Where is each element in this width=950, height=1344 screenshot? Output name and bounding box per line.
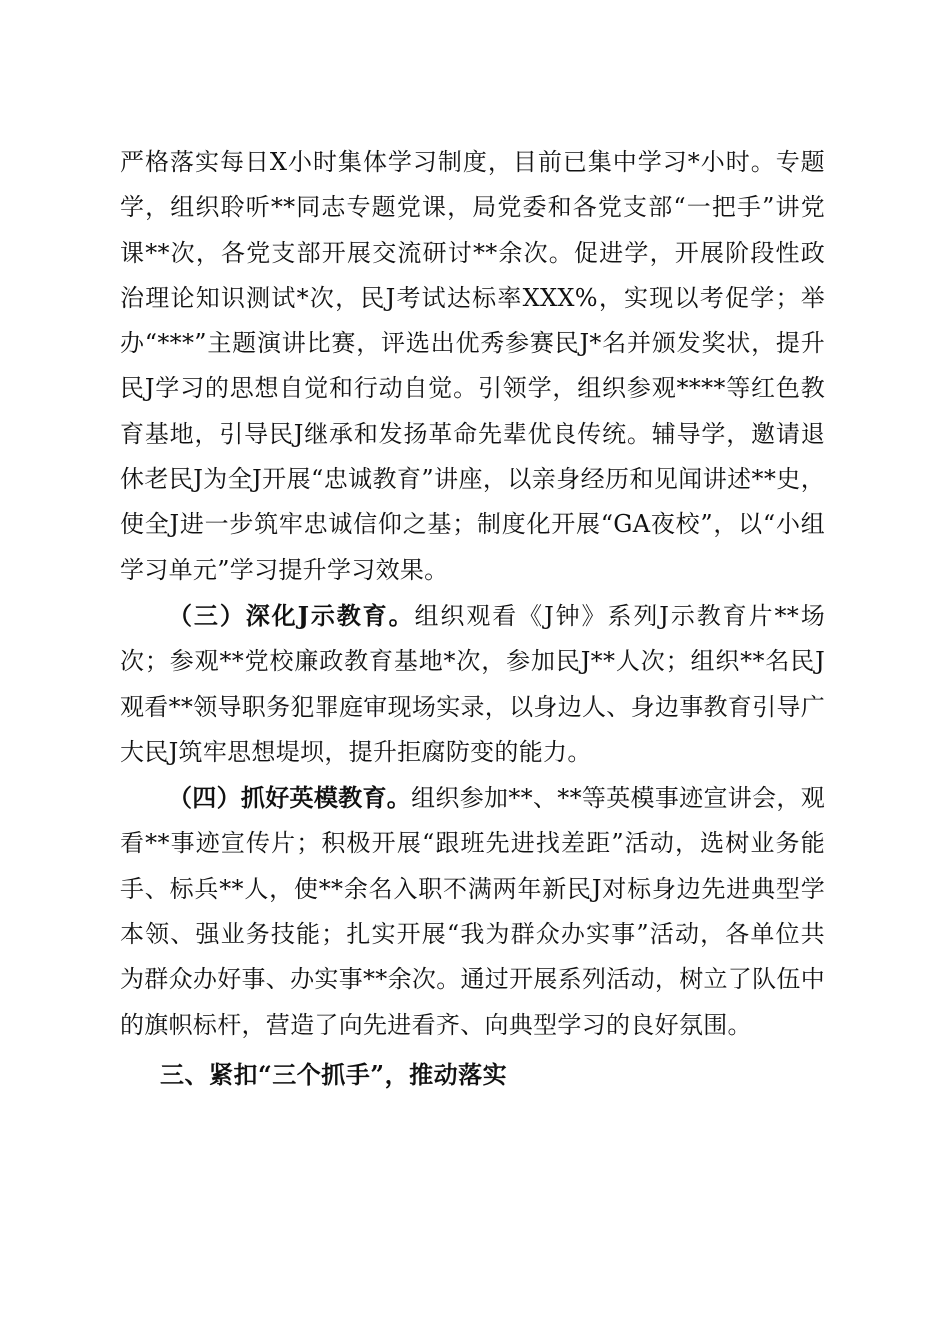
paragraph-hero-education	[120, 775, 825, 1048]
paragraph-warning-education	[120, 593, 825, 775]
paragraph-text: 严格落实每日X小时集体学习制度，目前已集中学习*小时。专题学，组织聆听**同志专题党课，局党委和各党支部“一把手”讲党课**次，各党支部开展交流研讨**余次。促进学，开展阶段性政治理论知识测试*次，民J考试达标率XXX%，实现以考促学；举办“***”主题演讲比赛，评选出优秀参赛民J*名并颁发奖状，提升民J学习的思想自觉和行动自觉。引领学，组织参观****等红色教育基地，引导民J继承和发扬革命先辈优良传统。辅导学，邀请退休老民J为全J开展“忠诚教育”讲座，以亲身经历和见闻讲述**史，使全J进一步筑牢忠诚信仰之基；制度化开展“GA夜校”，以“小组学习单元”学习提升学习效果。	[120, 148, 825, 584]
paragraph-text: 组织参加**、**等英模事迹宣讲会，观看**事迹宣传片；积极开展“跟班先进找差距”活动，选树业务能手、标兵**人，使**余名入职不满两年新民J对标身边先进典型学本领、强业务技能；扎实开展“我为群众办实事”活动，各单位共为群众办好事、办实事**余次。通过开展系列活动，树立了队伍中的旗帜标杆，营造了向先进看齐、向典型学习的良好氛围。	[120, 784, 826, 1039]
paragraph-study-system	[120, 140, 825, 593]
document-body	[120, 140, 825, 1097]
paragraph-lead: （四）抓好英模教育。	[168, 783, 412, 813]
section-heading: 三、紧扣“三个抓手”，推动落实	[160, 1059, 508, 1089]
paragraph-lead: （三）深化J示教育。	[168, 600, 415, 630]
paragraph-text: 组织观看《J钟》系列J示教育片**场次；参观**党校廉政教育基地*次，参加民J**人次；组织**名民J观看**领导职务犯罪庭审现场实录，以身边人、身边事教育引导广大民J筑牢思想堤坝，提升拒腐防变的能力。	[120, 601, 825, 766]
